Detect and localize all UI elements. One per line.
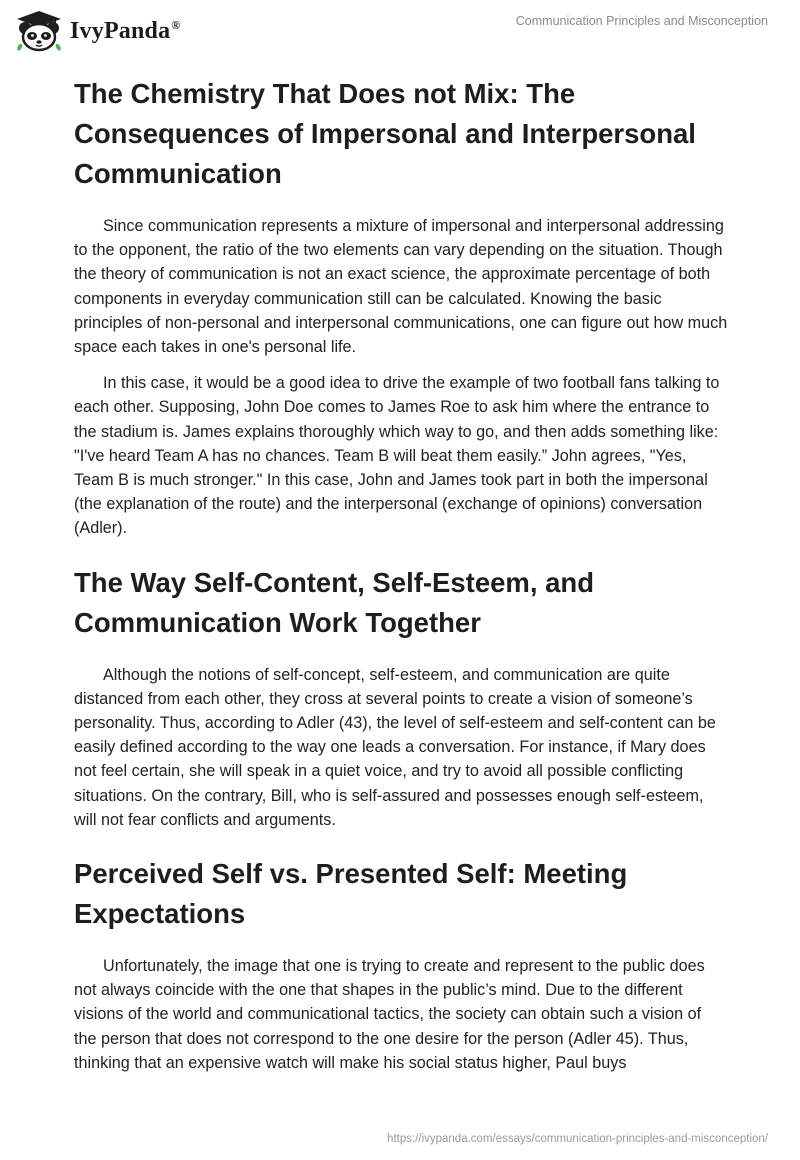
paragraph: Unfortunately, the image that one is trying to create and represent to the public does not always coincide with the one that shapes in the public’s mind. Due to the different visions of the world and communicational tactics, the society can obtain such a vision of the person that does not correspond to the one desire for the person (Adler 45). Thus, thinking that an expensive watch will make his social status higher, Paul buys [74,957,705,1072]
registered-mark: ® [171,17,181,32]
page-header [0,0,800,64]
section-heading: The Way Self-Content, Self-Esteem, and Communication Work Together [74,566,595,638]
section-heading: Perceived Self vs. Presented Self: Meeting Expectations [74,858,628,930]
source-url[interactable]: https://ivypanda.com/essays/communication-principles-and-misconception/ [387,1133,768,1145]
paragraph: In this case, it would be a good idea to drive the example of two football fans talking to each other. Supposing, John Doe comes to James Roe to ask him where the entrance to the stadium is. James explains thoroughly which way to go, and then adds something like: "I've heard Team A has no chances. Team B will beat them easily.” John agrees, "Yes, Team B is much stronger." In this case, John and James took part in both the impersonal (the explanation of the route) and the interpersonal (exchange of opinions) conversation (Adler). [74,374,720,538]
paragraph: Since communication represents a mixture of impersonal and interpersonal addressing to the opponent, the ratio of the two elements can vary depending on the situation. Though the theory of communication is not an exact science, the approximate percentage of both components in everyday communication still can be calculated. Knowing the basic principles of non-personal and interpersonal communications, one can figure out how much space each takes in one's personal life. [74,217,728,357]
section-heading: The Chemistry That Does not Mix: The Consequences of Impersonal and Interpersonal Communication [74,78,696,189]
document-title: Communication Principles and Misconception [515,14,768,28]
panda-mascot-icon [14,10,64,52]
paragraph: Although the notions of self-concept, self-esteem, and communication are quite distanced from each other, they cross at several points to create a vision of someone’s personality. Thus, according to Adler (43), the level of self-esteem and self-content can be easily defined according to the way one leads a conversation. For instance, if Mary does not feel certain, she will speak in a quiet voice, and try to avoid all possible conflicting situations. On the contrary, Bill, who is self-assured and possesses enough self-esteem, will not fear conflicts and arguments. [74,665,716,829]
brand-name: IvyPanda® [70,17,181,44]
essay-content [74,74,728,1087]
brand-logo[interactable] [14,10,180,52]
